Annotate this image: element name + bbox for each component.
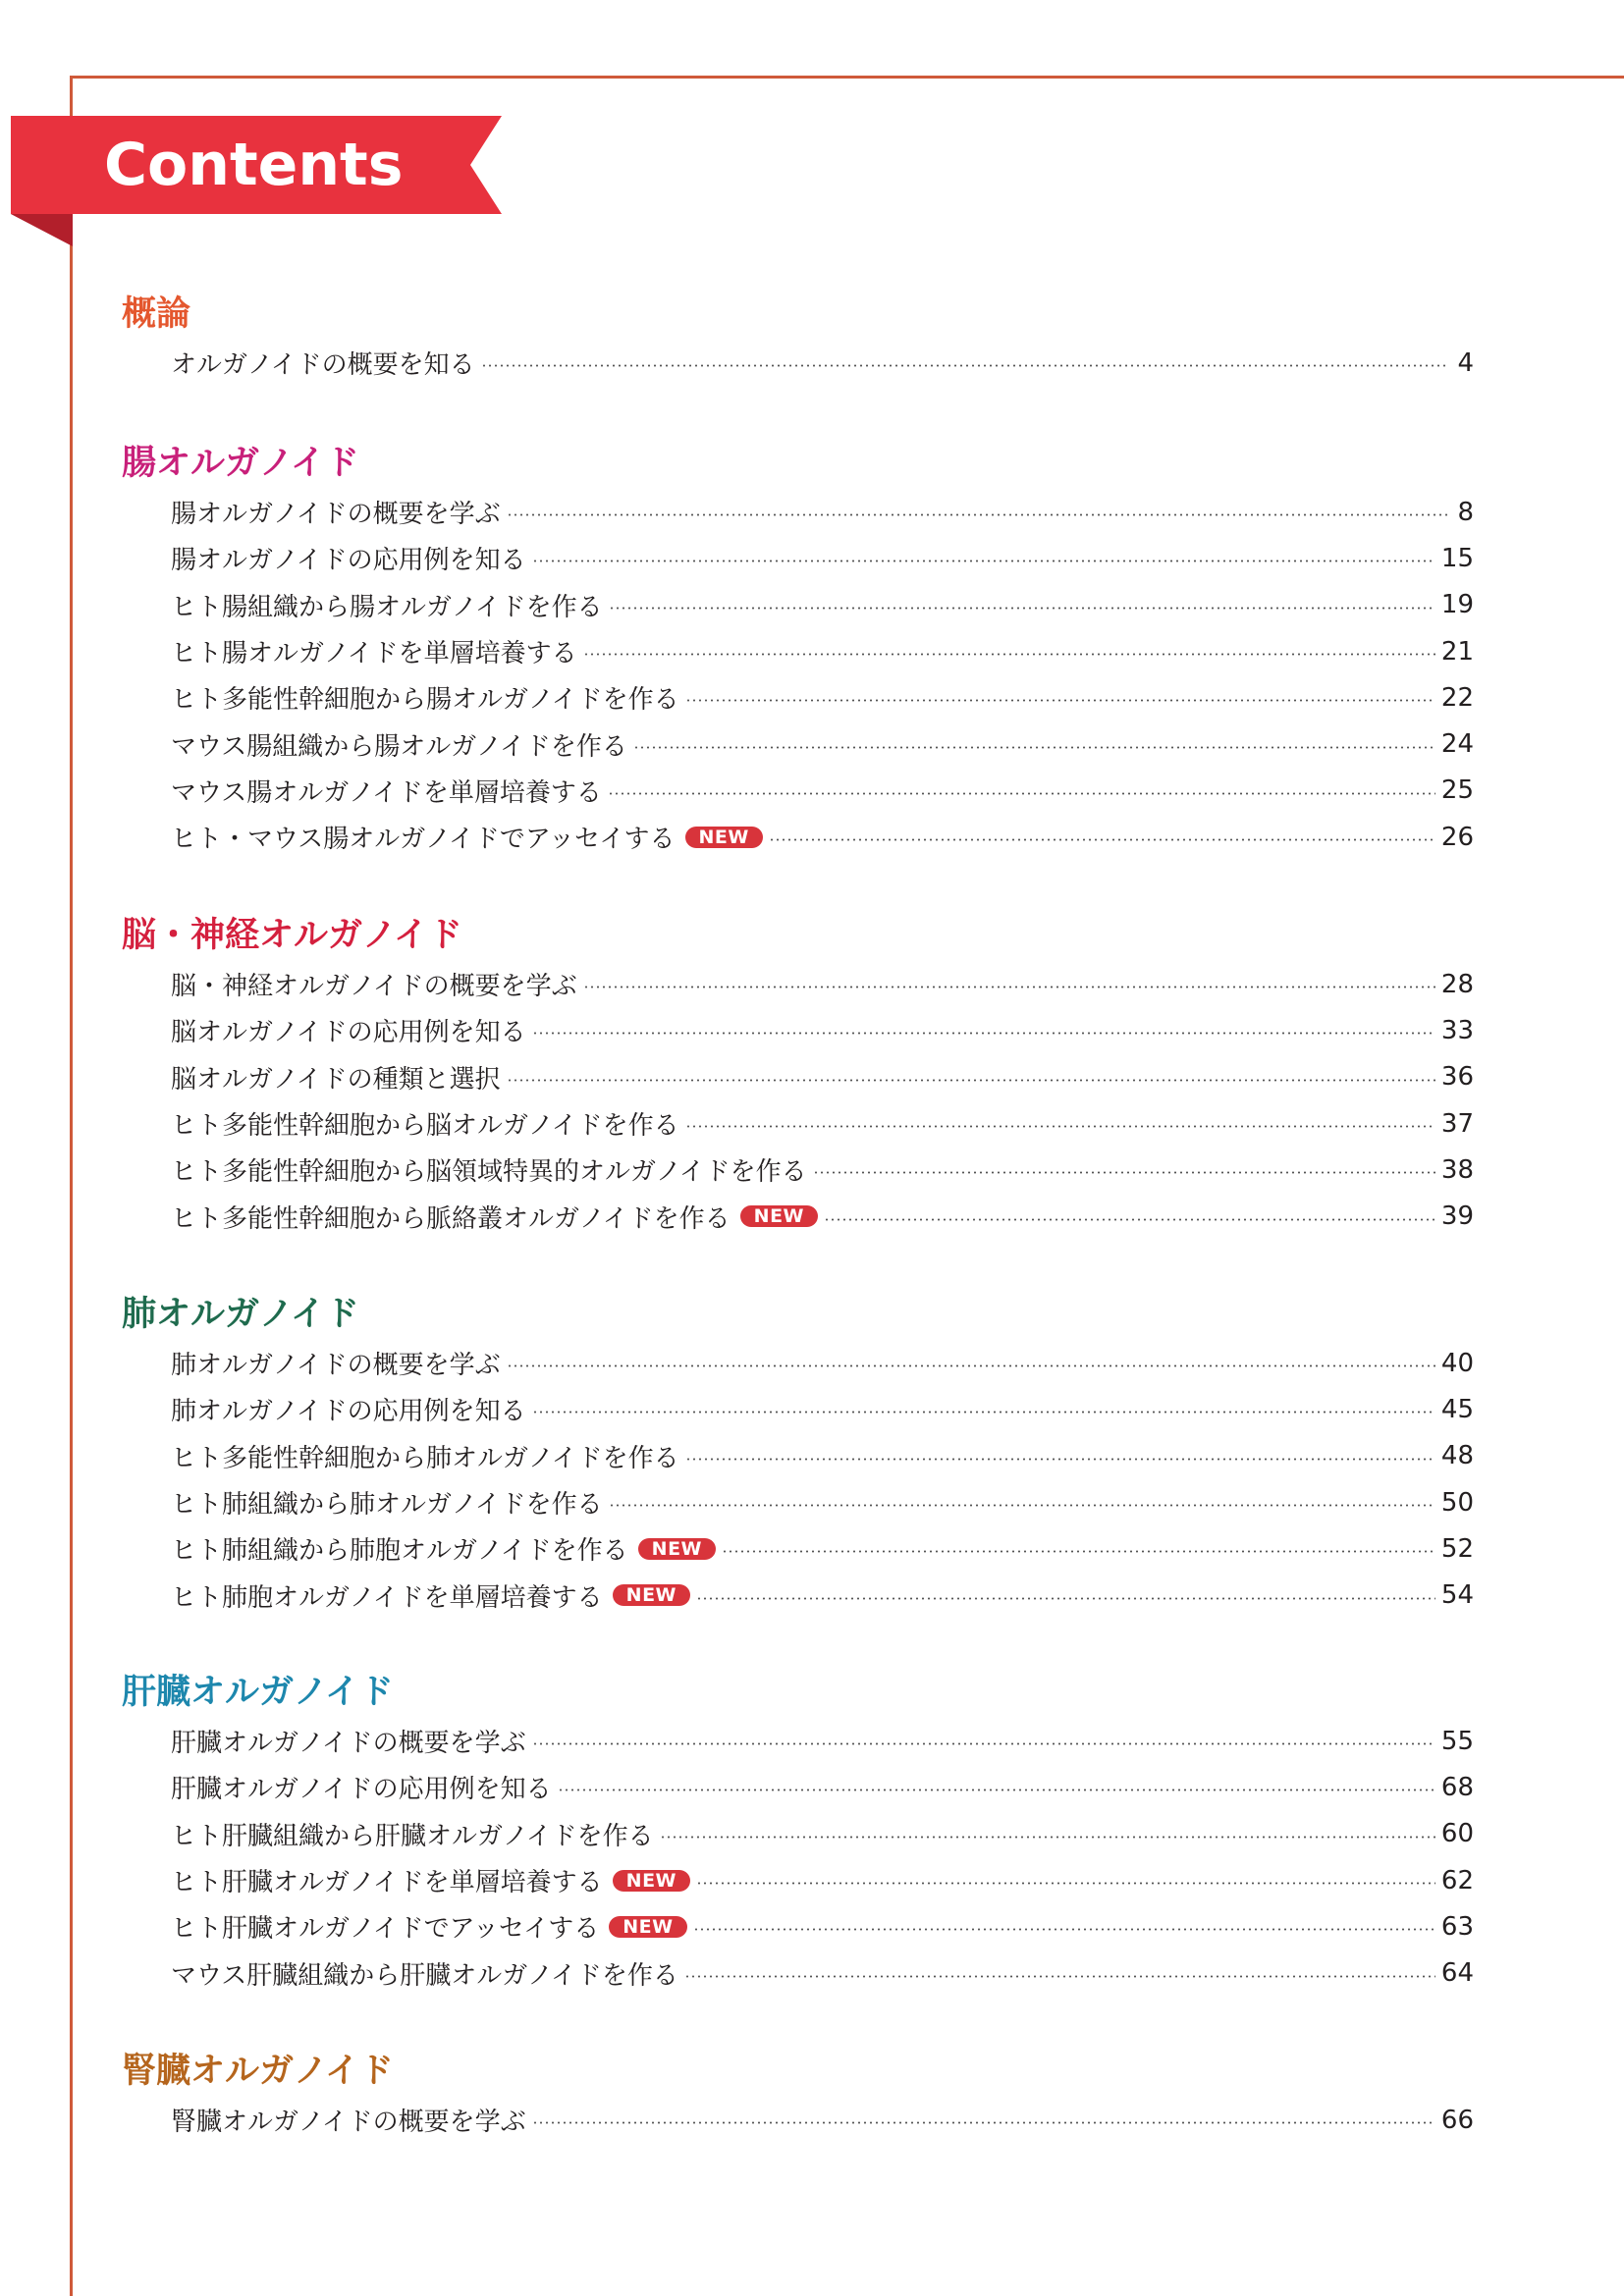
leader-dots [609,1504,1435,1507]
entry-label: 脳・神経オルガノイドの概要を学ぶ [171,972,577,1002]
leader-dots [583,986,1435,988]
page-number: 21 [1440,636,1474,667]
toc-entry[interactable] [171,2097,1474,2143]
toc-entry[interactable] [171,1193,1474,1239]
toc-entry[interactable] [171,768,1474,814]
section-title: 腸オルガノイド [122,444,359,483]
page-number: 55 [1440,1726,1474,1756]
leader-dots [696,1882,1435,1885]
toc-entry[interactable] [171,1007,1474,1053]
leader-dots [507,1079,1435,1082]
entry-label: ヒト肝臓オルガノイドを単層培養する [171,1868,603,1898]
page-number: 60 [1440,1819,1474,1849]
page-number: 38 [1440,1154,1474,1185]
page-number: 40 [1440,1348,1474,1378]
toc-entry[interactable] [171,814,1474,860]
page-number: 33 [1440,1015,1474,1045]
page-title: Contents [104,131,404,199]
section-title: 腎臓オルガノイド [122,2052,394,2091]
page-number: 45 [1440,1394,1474,1424]
contents-banner [11,116,502,214]
new-badge: NEW [613,1870,690,1892]
leader-dots [609,607,1435,610]
leader-dots [481,364,1448,367]
leader-dots [769,838,1435,841]
leader-dots [532,1742,1435,1745]
toc-section-lung [122,1289,1477,1619]
leader-dots [824,1218,1435,1221]
entry-label: ヒト肺組織から肺オルガノイドを作る [171,1490,603,1521]
page-number: 4 [1457,347,1474,378]
leader-dots [558,1789,1435,1791]
section-title: 肺オルガノイド [122,1295,359,1334]
section-title: 脳・神経オルガノイド [122,916,462,955]
entry-label: 肺オルガノイドの応用例を知る [171,1397,526,1427]
frame-left-rule [70,76,73,2296]
leader-dots [507,513,1448,516]
toc-entry[interactable] [171,721,1474,767]
page-number: 63 [1440,1911,1474,1942]
page-number: 62 [1440,1865,1474,1896]
entry-label: 肺オルガノイドの概要を学ぶ [171,1351,501,1381]
toc-entry[interactable] [171,1764,1474,1810]
frame-top-rule [70,76,1624,79]
toc-entry[interactable] [171,1903,1474,1949]
page-number: 54 [1440,1580,1474,1611]
leader-dots [532,2121,1435,2124]
entry-label: 脳オルガノイドの種類と選択 [171,1064,501,1095]
leader-dots [685,1458,1435,1461]
toc-section-kidney [122,2046,1477,2143]
entry-label: オルガノイドの概要を知る [171,350,475,381]
entry-label: ヒト・マウス腸オルガノイドでアッセイする [171,825,676,855]
page-number: 52 [1440,1533,1474,1564]
page-number: 26 [1440,822,1474,852]
leader-dots [532,1032,1435,1035]
toc-entry[interactable] [171,1147,1474,1193]
entry-label: 腸オルガノイドの応用例を知る [171,546,526,576]
entry-label: ヒト多能性幹細胞から脈絡叢オルガノイドを作る [171,1203,731,1234]
entry-label: 腎臓オルガノイドの概要を学ぶ [171,2108,526,2138]
new-badge: NEW [613,1584,690,1606]
toc-entry[interactable] [171,489,1474,535]
entry-label: ヒト多能性幹細胞から脳オルガノイドを作る [171,1111,679,1142]
page-number: 39 [1440,1201,1474,1232]
entry-label: マウス腸組織から腸オルガノイドを作る [171,731,627,762]
page-number: 36 [1440,1062,1474,1093]
leader-dots [685,1125,1435,1128]
entry-label: ヒト腸組織から腸オルガノイドを作る [171,592,603,622]
leader-dots [532,1411,1435,1414]
leader-dots [696,1597,1435,1600]
section-title: 概論 [122,294,191,334]
toc-entry[interactable] [171,1386,1474,1432]
toc-section-brain [122,910,1477,1240]
entry-label: ヒト肺組織から肺胞オルガノイドを作る [171,1536,628,1567]
leader-dots [693,1928,1435,1931]
page-number: 15 [1440,543,1474,573]
entry-label: 肝臓オルガノイドの応用例を知る [171,1775,552,1805]
entry-label: 腸オルガノイドの概要を学ぶ [171,500,501,530]
leader-dots [722,1550,1435,1553]
entry-label: マウス肝臓組織から肝臓オルガノイドを作る [171,1960,678,1991]
toc-entry[interactable] [171,1479,1474,1525]
new-badge: NEW [609,1916,686,1938]
page-number: 19 [1440,590,1474,620]
toc-entry[interactable] [171,1525,1474,1572]
toc-entry[interactable] [171,674,1474,721]
toc-entry[interactable] [171,1100,1474,1147]
leader-dots [633,746,1435,749]
entry-label: ヒト肝臓オルガノイドでアッセイする [171,1914,600,1945]
section-title: 肝臓オルガノイド [122,1673,394,1712]
toc-entry[interactable] [171,1949,1474,1996]
new-badge: NEW [685,827,763,848]
toc-entry[interactable] [171,1572,1474,1618]
page-number: 68 [1440,1772,1474,1802]
toc-entry[interactable] [171,1054,1474,1100]
entry-label: ヒト肝臓組織から肝臓オルガノイドを作る [171,1821,654,1851]
entry-label: ヒト多能性幹細胞から脳領域特異的オルガノイドを作る [171,1157,807,1188]
toc-entry[interactable] [171,1718,1474,1764]
new-badge: NEW [638,1538,716,1560]
leader-dots [660,1836,1435,1839]
toc-entry[interactable] [171,582,1474,628]
page-number: 22 [1440,682,1474,713]
toc-entry[interactable] [171,535,1474,581]
entry-label: ヒト多能性幹細胞から腸オルガノイドを作る [171,685,679,716]
toc-entry[interactable] [171,1811,1474,1857]
page-number: 37 [1440,1108,1474,1139]
page-number: 50 [1440,1487,1474,1518]
leader-dots [684,1975,1435,1978]
entry-label: ヒト腸オルガノイドを単層培養する [171,639,577,669]
toc-section-intestinal [122,438,1477,860]
entry-label: 肝臓オルガノイドの概要を学ぶ [171,1729,526,1759]
toc-entry[interactable] [171,340,1474,386]
leader-dots [532,560,1435,562]
page-number: 28 [1440,969,1474,999]
page-number: 8 [1457,497,1474,527]
entry-label: 脳オルガノイドの応用例を知る [171,1018,526,1048]
leader-dots [583,653,1435,656]
toc-entry[interactable] [171,961,1474,1007]
entry-label: ヒト肺胞オルガノイドを単層培養する [171,1582,603,1613]
toc-entry[interactable] [171,1340,1474,1386]
toc-entry[interactable] [171,1433,1474,1479]
toc-entry[interactable] [171,628,1474,674]
page-number: 24 [1440,729,1474,760]
toc-section-overview [122,289,1477,386]
page-number: 66 [1440,2105,1474,2135]
page-number: 48 [1440,1441,1474,1471]
entry-label: ヒト多能性幹細胞から肺オルガノイドを作る [171,1443,679,1473]
toc-entry[interactable] [171,1857,1474,1903]
page-number: 64 [1440,1958,1474,1989]
leader-dots [685,699,1435,702]
page-number: 25 [1440,775,1474,806]
leader-dots [608,792,1435,795]
new-badge: NEW [740,1205,818,1227]
entry-label: マウス腸オルガノイドを単層培養する [171,777,602,808]
leader-dots [507,1364,1435,1367]
leader-dots [813,1171,1435,1174]
toc-section-liver [122,1667,1477,1997]
